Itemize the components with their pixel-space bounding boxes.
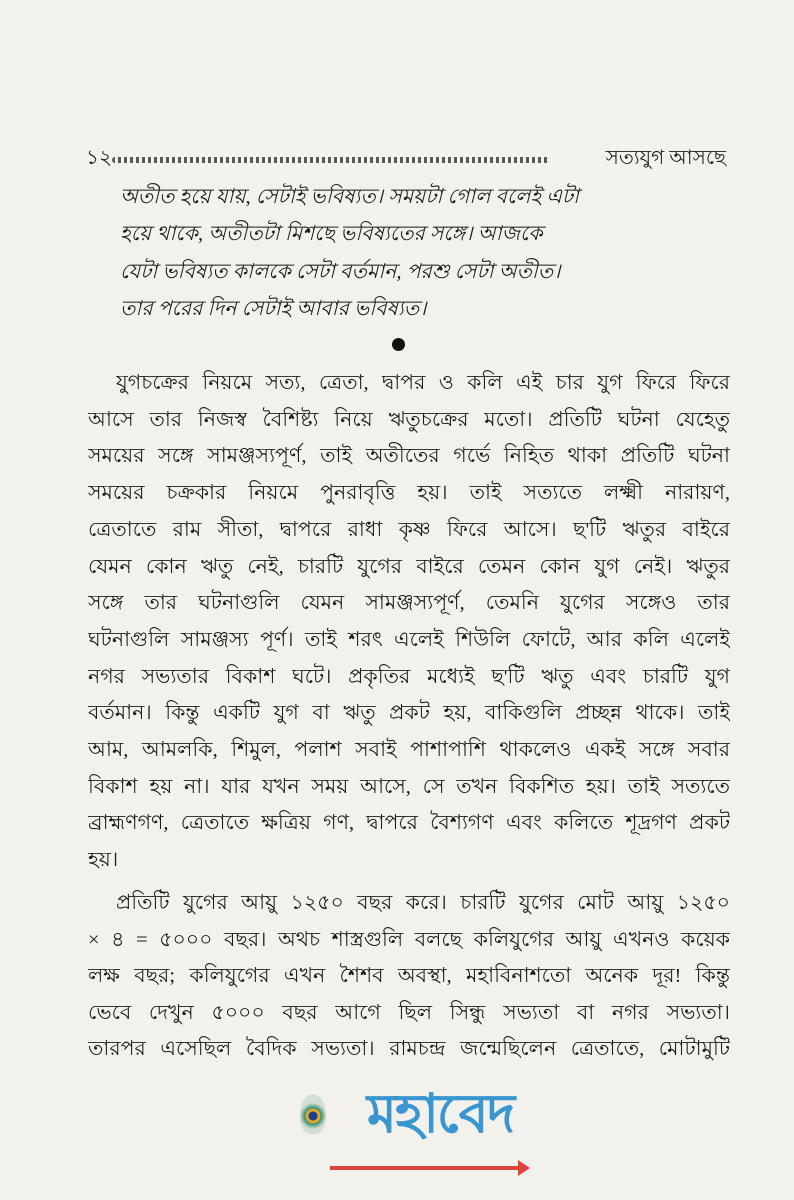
text-line: যেটা ভবিষ্যত কালকে সেটা বর্তমান, পরশু সেটা অতীত।: [120, 260, 561, 283]
peacock-feather-icon: [300, 1094, 326, 1134]
text-line: যুগচক্রের নিয়মে সত্য, ত্রেতা, দ্বাপর ও কলি এই চার যুগ ফিরে ফিরে: [116, 372, 730, 394]
text-line: আম, আমলকি, শিমুল, পলাশ সবাই পাশাপাশি থাকলেও একই সঙ্গে সবার: [88, 739, 730, 761]
text-line: লক্ষ বছর; কলিযুগের এখন শৈশব অবস্থা, মহাবিনাশতো অনেক দূর! কিন্তু: [88, 965, 730, 988]
running-header: [86, 143, 726, 171]
arrow-icon: [330, 1166, 520, 1170]
text-line: সময়ের চক্রকার নিয়মে পুনরাবৃত্তি হয়। তাই সত্যতে লক্ষ্মী নারায়ণ,: [88, 482, 730, 505]
section-bullet: [392, 338, 405, 351]
text-line: অতীত হয়ে যায়, সেটাই ভবিষ্যত। সময়টা গোল বলেই এটা: [120, 186, 579, 208]
text-line: বিকাশ হয় না। যার যখন সময় আসে, সে তখন বিকশিত হয়। তাই সত্যতে: [88, 775, 730, 798]
text-line: যেমন কোন ঋতু নেই, চারটি যুগের বাইরে তেমন কোন যুগ নেই। ঋতুর: [88, 555, 730, 578]
wavy-rule: [112, 157, 550, 163]
text-line: হয়।: [88, 849, 119, 872]
text-line: ভেবে দেখুন ৫০০০ বছর আগে ছিল সিন্ধু সভ্যতা বা নগর সভ্যতা।: [88, 1001, 730, 1024]
text-line: ব্রাহ্মণগণ, ত্রেতাতে ক্ষত্রিয় গণ, দ্বাপরে বৈশ্যগণ এবং কলিতে শূদ্রগণ প্রকট: [88, 812, 730, 835]
text-line: বর্তমান। কিন্তু একটি যুগ বা ঋতু প্রকট হয়, বাকিগুলি প্রচ্ছন্ন থাকে। তাই: [88, 702, 730, 725]
text-line: নগর সভ্যতার বিকাশ ঘটে। প্রকৃতির মধ্যেই ছ'টি ঋতু এবং চারটি যুগ: [88, 665, 730, 688]
text-line: হয়ে থাকে, অতীতটা মিশছে ভবিষ্যতের সঙ্গে। আজকে: [120, 223, 543, 246]
page-number: ১২: [86, 147, 112, 169]
watermark-logo: [300, 1082, 540, 1187]
text-line: × ৪ = ৫০০০ বছর। অথচ শাস্ত্রগুলি বলছে কলিযুগের আয়ু এখনও কয়েক: [88, 928, 730, 951]
watermark-text: মহাবেদ: [366, 1084, 514, 1144]
text-line: ঘটনাগুলি সামঞ্জস্য পূর্ণ। তাই শরৎ এলেই শিউলি ফোটে, আর কলি এলেই: [88, 628, 730, 651]
running-title: সত্যযুগ আসছে: [605, 147, 726, 169]
text-line: প্রতিটি যুগের আয়ু ১২৫০ বছর করে। চারটি যুগের মোট আয়ু ১২৫০: [116, 892, 730, 914]
text-line: সঙ্গে তার ঘটনাগুলি যেমন সামঞ্জস্যপূর্ণ, তেমনি যুগের সঙ্গেও তার: [88, 592, 730, 615]
text-line: আসে তার নিজস্ব বৈশিষ্ট্য নিয়ে ঋতুচক্রের মতো। প্রতিটি ঘটনা যেহেতু: [88, 408, 730, 431]
text-line: তার পরের দিন সেটাই আবার ভবিষ্যত।: [120, 297, 427, 320]
text-line: তারপর এসেছিল বৈদিক সভ্যতা। রামচন্দ্র জন্মেছিলেন ত্রেতাতে, মোটামুটি: [88, 1038, 730, 1061]
text-line: ত্রেতাতে রাম সীতা, দ্বাপরে রাধা কৃষ্ণ ফিরে আসে। ছ'টি ঋতুর বাইরে: [88, 518, 730, 541]
text-line: সময়ের সঙ্গে সামঞ্জস্যপূর্ণ, তাই অতীতের গর্ভে নিহিত থাকা প্রতিটি ঘটনা: [88, 445, 730, 468]
